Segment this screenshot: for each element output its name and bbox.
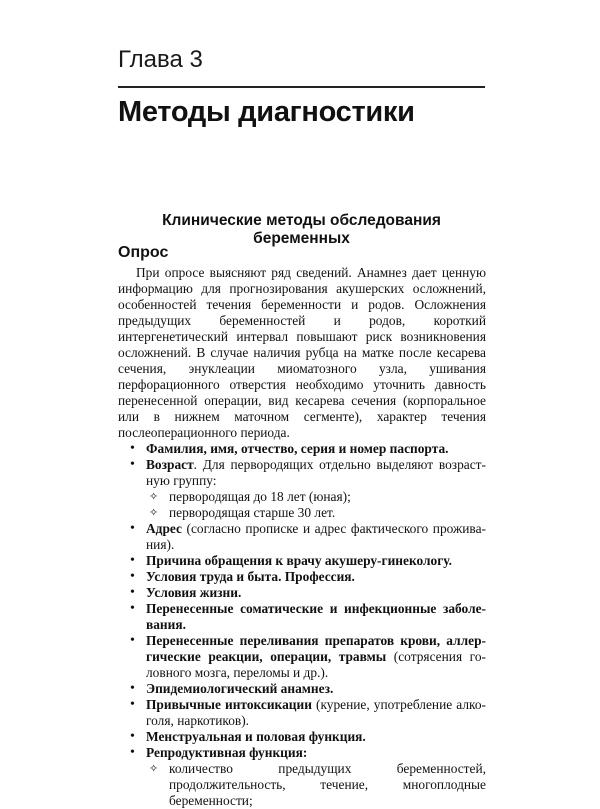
sub-list-item: [146, 505, 486, 521]
bullet-icon: •: [130, 601, 135, 616]
chapter-divider: [118, 86, 485, 88]
bullet-icon: •: [130, 553, 135, 568]
list-item-heading: Репродуктивная функция:: [146, 745, 308, 760]
list-item-heading: Причина обращения к врачу акушеру-гинекологу.: [146, 553, 452, 568]
bullet-icon: •: [130, 569, 135, 584]
bullet-icon: •: [130, 457, 135, 472]
list-item-text: . Для первородящих отдельно выделяют возрастную группу:: [146, 457, 486, 488]
list-item-text: (согласно прописке и адрес фактического проживания).: [146, 521, 486, 552]
list-item: [118, 633, 486, 681]
body-text: [118, 265, 486, 809]
list-item: [118, 745, 486, 809]
list-item-heading: Перенесенные переливания препаратов крови, аллергические реакции, операции, травмы: [146, 633, 486, 664]
sub-list-text: количество предыдущих беременностей, продолжительность, течение, многоплодные беременности;: [169, 761, 486, 808]
list-item: [118, 729, 486, 745]
list-item: [118, 521, 486, 553]
list-item-heading: Менструальная и половая функция.: [146, 729, 366, 744]
list-item: [118, 697, 486, 729]
sub-list-text: первородящая старше 30 лет.: [169, 505, 336, 520]
anamnesis-list: [118, 441, 486, 809]
chapter-title: Методы диагностики: [118, 96, 415, 128]
list-item-heading: Адрес: [146, 521, 182, 536]
bullet-icon: •: [130, 633, 135, 648]
bullet-icon: •: [130, 745, 135, 760]
list-item-heading: Условия труда и быта. Профессия.: [146, 569, 355, 584]
diamond-bullet-icon: ✧: [149, 490, 159, 503]
sub-list: [146, 761, 486, 809]
chapter-label: Глава 3: [118, 46, 203, 73]
list-item: [118, 553, 486, 569]
list-item-text: (курение, употребление алкоголя, наркотиков).: [146, 697, 486, 728]
bullet-icon: •: [130, 681, 135, 696]
bullet-icon: •: [130, 521, 135, 536]
sub-list: [146, 489, 486, 521]
subsection-title: Опрос: [118, 244, 169, 261]
section-title: Клинические методы обследования беременных: [162, 212, 441, 247]
list-item-heading: Эпидемиологический анамнез.: [146, 681, 334, 696]
list-item: [118, 681, 486, 697]
list-item: [118, 601, 486, 633]
diamond-bullet-icon: ✧: [149, 506, 159, 519]
list-item-text: (сотрясения головного мозга, переломы и др.).: [146, 649, 487, 680]
bullet-icon: •: [130, 729, 135, 744]
list-item-heading: Возраст: [146, 457, 194, 472]
list-item-heading: Фамилия, имя, отчество, серия и номер паспорта.: [146, 441, 449, 456]
diamond-bullet-icon: ✧: [149, 762, 159, 775]
list-item: [118, 457, 486, 521]
bullet-icon: •: [130, 441, 135, 456]
bullet-icon: •: [130, 585, 135, 600]
list-item-heading: Перенесенные соматические и инфекционные заболевания.: [146, 601, 486, 632]
sub-list-item: [146, 761, 486, 809]
sub-list-text: первородящая до 18 лет (юная);: [169, 489, 351, 504]
list-item: [118, 441, 486, 457]
intro-paragraph: При опросе выясняют ряд сведений. Анамнез дает ценную информацию для прогнозирования акушерских осложнений, особенностей течения беременности и родов. Осложнения предыдущих беременностей и родов, короткий интергенетический интервал повышают риск возникновения осложнений. В случае наличия рубца на матке после кесарева сечения, энуклеации миоматозного узла, ушивания перфорационного отверстия необходимо уточнить давность перенесенной операции, вид кесарева сечения (корпоральное или в нижнем маточном сегменте), характер течения послеоперационного периода.: [118, 265, 486, 440]
list-item: [118, 569, 486, 585]
bullet-icon: •: [130, 697, 135, 712]
sub-list-item: [146, 489, 486, 505]
list-item-heading: Привычные интоксикации: [146, 697, 312, 712]
list-item-heading: Условия жизни.: [146, 585, 242, 600]
list-item: [118, 585, 486, 601]
